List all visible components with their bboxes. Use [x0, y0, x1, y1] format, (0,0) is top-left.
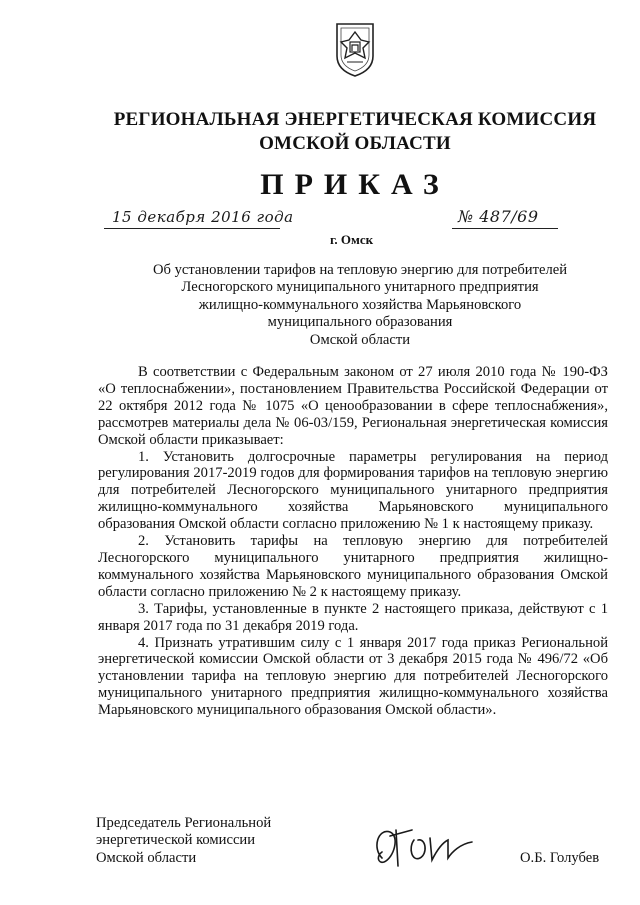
item-3-paragraph: 3. Тарифы, установленные в пункте 2 настоящего приказа, действуют с 1 января 2017 года по 31 декабря 2019 года.	[98, 600, 608, 634]
handwritten-date: 15 декабря 2016 года	[112, 208, 294, 226]
signatory-name: О.Б. Голубев	[520, 850, 600, 866]
item-1-paragraph: 1. Установить долгосрочные параметры регулирования на период регулирования 2017-2019 годов для формирования тарифов на тепловую энергию для потребителей Лесногорского муниципального унитарного предприятия жилищно-коммунального хозяйства Марьяновского муниципального образования Омской области согласно приложению № 1 к настоящему приказу.	[98, 448, 608, 533]
title-line: Омской области	[309, 331, 411, 348]
date-underline	[104, 228, 280, 229]
coat-of-arms-emblem	[333, 18, 377, 78]
preamble-paragraph: В соответствии с Федеральным законом от 27 июля 2010 года № 190-ФЗ «О теплоснабжении», постановлением Правительства Российской Федерации от 22 октября 2012 года № 1075 «О ценообразовании в сфере теплоснабжения», рассмотрев материалы дела № 06-03/159, Региональная энергетическая комиссия Омской области приказывает:	[98, 364, 608, 448]
title-line: муниципального образования	[267, 314, 453, 331]
signatory-position	[96, 815, 271, 867]
document-title	[95, 262, 625, 349]
position-line-1: Председатель Региональной	[96, 815, 272, 831]
item-2-paragraph: 2. Установить тарифы на тепловую энергию для потребителей Лесногорского муниципального унитарного предприятия жилищно-коммунального хозяйства Марьяновского муниципального образования Омской области согласно приложению № 2 к настоящему приказу.	[98, 533, 608, 600]
handwritten-order-number: № 487/69	[458, 207, 539, 226]
document-body	[98, 364, 608, 719]
org-line-2: ОМСКОЙ ОБЛАСТИ	[259, 133, 451, 154]
title-line: жилищно-коммунального хозяйства Марьяновского	[198, 296, 522, 313]
title-line: Лесногорского муниципального унитарного предприятия	[181, 279, 539, 296]
organization-name	[80, 108, 630, 156]
position-line-2: энергетической комиссии	[96, 832, 256, 849]
item-4-paragraph: 4. Признать утратившим силу с 1 января 2017 года приказ Региональной энергетической комиссии Омской области от 3 декабря 2015 года № 496/72 «Об установлении тарифа на тепловую энергию для потребителей Лесногорского муниципального унитарного предприятия жилищно-коммунального хозяйства Марьяновского муниципального образования Омской области».	[98, 634, 608, 719]
city-label: г. Омск	[330, 232, 374, 247]
handwritten-signature	[368, 818, 478, 874]
number-underline	[452, 228, 558, 229]
org-line-1: РЕГИОНАЛЬНАЯ ЭНЕРГЕТИЧЕСКАЯ КОМИССИЯ	[113, 109, 597, 130]
document-type-heading: ПРИКАЗ	[260, 168, 450, 201]
title-line: Об установлении тарифов на тепловую энергию для потребителей	[152, 262, 568, 278]
position-line-3: Омской области	[96, 849, 197, 866]
